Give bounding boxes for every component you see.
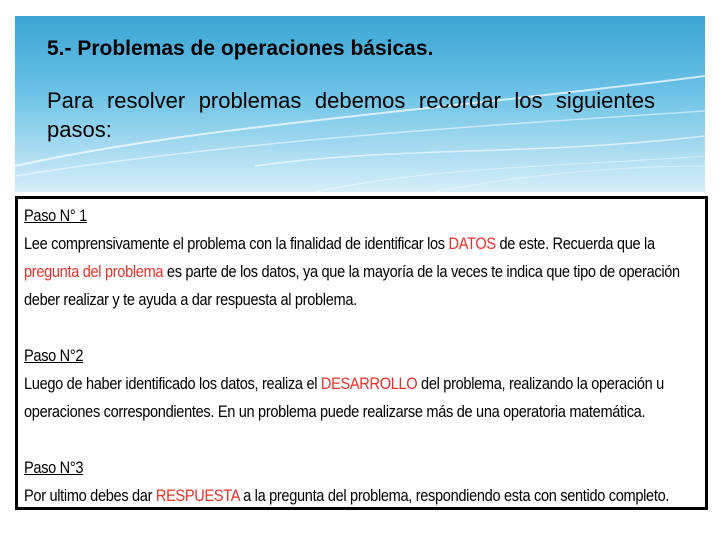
slide-intro: Para resolver problemas debemos recordar los siguientes pasos: xyxy=(47,88,655,142)
step-2-line-1 xyxy=(24,370,708,398)
text: Lee comprensivamente el problema con la finalidad de identificar los xyxy=(24,235,449,253)
text: operaciones correspondientes. En un problema puede realizarse más de una operatoria matemática. xyxy=(24,403,646,421)
step-3-heading: Paso N°3 xyxy=(24,459,84,477)
text: Por ultimo debes dar xyxy=(24,487,156,505)
spacer xyxy=(24,314,708,342)
highlight-pregunta: pregunta del problema xyxy=(24,263,164,281)
step-1-line-2 xyxy=(24,258,708,286)
text: es parte de los datos, ya que la mayoría de la veces te indica que tipo de operación xyxy=(163,263,680,281)
step-3-line-1 xyxy=(24,482,708,510)
step-1-line-3 xyxy=(24,286,708,314)
steps-content xyxy=(24,202,708,510)
slide-title: 5.- Problemas de operaciones básicas. xyxy=(47,37,434,60)
text: deber realizar y te ayuda a dar respuesta al problema. xyxy=(24,291,357,309)
highlight-desarrollo: DESARROLLO xyxy=(320,375,418,393)
step-2-line-2 xyxy=(24,398,708,426)
text: a la pregunta del problema, respondiendo esta con sentido completo. xyxy=(239,487,670,505)
text: de este. Recuerda que la xyxy=(495,235,655,253)
steps-panel xyxy=(15,196,708,510)
step-1-line-1 xyxy=(24,230,708,258)
spacer xyxy=(24,426,708,454)
step-1-heading: Paso N° 1 xyxy=(24,207,87,225)
step-2-heading: Paso N°2 xyxy=(24,347,84,365)
text: Luego de haber identificado los datos, realiza el xyxy=(24,375,321,393)
text: del problema, realizando la operación u xyxy=(417,375,664,393)
highlight-respuesta: RESPUESTA xyxy=(155,487,240,505)
highlight-datos: DATOS xyxy=(448,235,496,253)
